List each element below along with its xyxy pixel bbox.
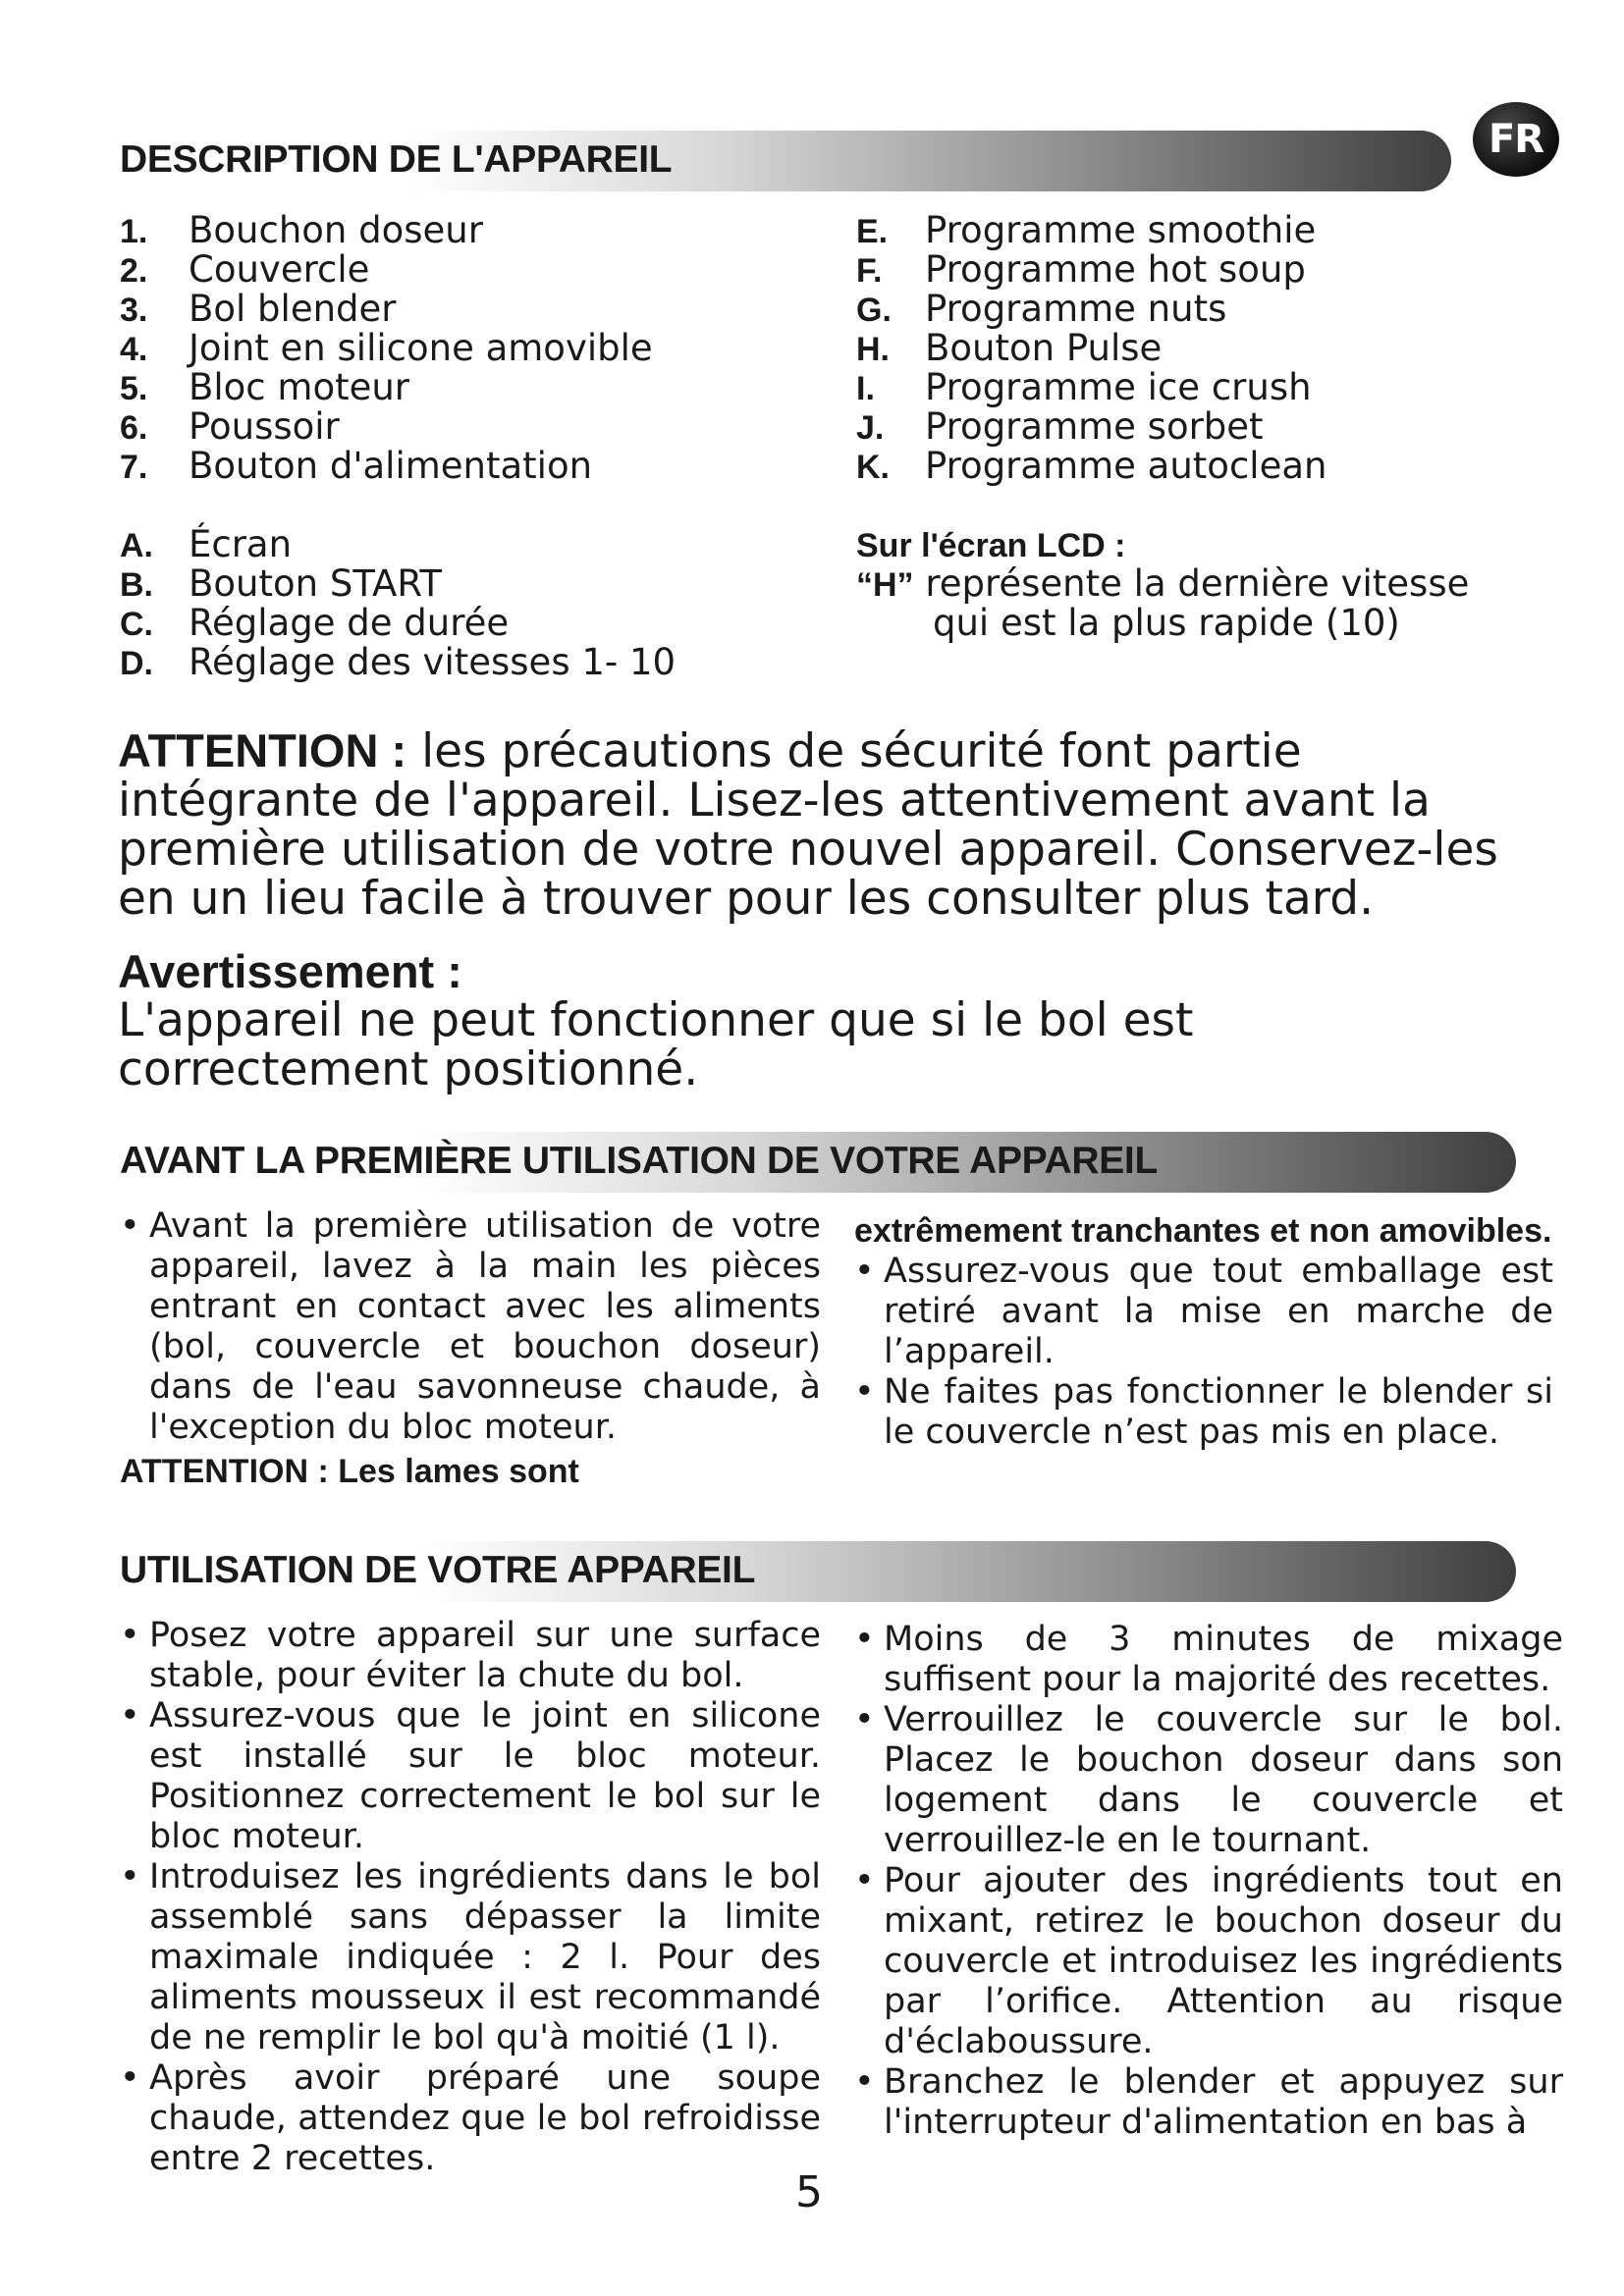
- bullet-item: • Verrouillez le couvercle sur le bol. Placez le bouchon doseur dans son logement dans le couvercle et verrouillez-le en le tournant.: [854, 1700, 1563, 1861]
- list-item: G. Programme nuts: [856, 288, 1227, 330]
- list-item: 6. Poussoir: [120, 405, 340, 448]
- list-item: 2. Couvercle: [120, 248, 370, 291]
- attention-blades: ATTENTION : Les lames sont: [120, 1453, 579, 1490]
- bullet-item: • Introduisez les ingrédients dans le bol assemblé sans dépasser la limite maximale indiquée : 2 l. Pour des aliments mousseux il est recommandé de ne remplir le bol qu'à moitié (1 l).: [120, 1857, 821, 2058]
- lcd-title: Sur l'écran LCD :: [856, 527, 1126, 564]
- section-header-description: [110, 131, 1451, 191]
- list-item: 4. Joint en silicone amovible: [120, 327, 653, 369]
- bullet-item: • Posez votre appareil sur une surface stable, pour éviter la chute du bol.: [120, 1616, 821, 1696]
- lcd-text-1: représente la dernière vitesse: [925, 562, 1470, 605]
- utilisation-left-column: [120, 1616, 821, 2179]
- warning-text: L'appareil ne peut fonctionner que si le bol est correctement positionné.: [118, 993, 1194, 1096]
- blades-warning: extrêmement tranchantes et non amovibles.: [854, 1212, 1552, 1250]
- attention-label: ATTENTION :: [118, 724, 407, 776]
- avant-right-column: [854, 1211, 1553, 1453]
- parts-list-letters-left: [120, 525, 676, 682]
- avant-left-column: [120, 1206, 821, 1492]
- lcd-text-2: qui est la plus rapide (10): [933, 602, 1400, 644]
- list-item: 7. Bouton d'alimentation: [120, 445, 593, 487]
- section-title: UTILISATION DE VOTRE APPAREIL: [120, 1549, 756, 1591]
- attention-text: les précautions de sécurité font partie intégrante de l'appareil. Lisez-les attentivement avant la première utilisation de votre nouvel appareil. Conservez-les en un lieu facile à trouver pour les consulter plus tard.: [118, 724, 1498, 926]
- bullet-item: • Ne faites pas fonctionner le blender si le couvercle n’est pas mis en place.: [854, 1372, 1553, 1453]
- bullet-item: • Moins de 3 minutes de mixage suffisent pour la majorité des recettes.: [854, 1620, 1563, 1700]
- list-item: 1. Bouchon doseur: [120, 209, 483, 251]
- bullet-item: • Avant la première utilisation de votre appareil, lavez à la main les pièces entrant en contact avec les aliments (bol, couvercle et bouchon doseur) dans de l'eau savonneuse chaude, à l'exception du bloc moteur.: [120, 1206, 821, 1448]
- parts-list-numbers: [120, 211, 653, 486]
- list-item: B. Bouton START: [120, 562, 442, 605]
- bullet-item: • Assurez-vous que le joint en silicone est installé sur le bloc moteur. Positionnez correctement le bol sur le bloc moteur.: [120, 1696, 821, 1857]
- parts-list-letters-right: [856, 211, 1326, 486]
- list-item: K. Programme autoclean: [856, 445, 1327, 487]
- list-item: H. Bouton Pulse: [856, 327, 1163, 369]
- list-item: C. Réglage de durée: [120, 602, 510, 644]
- bullet-item: • Après avoir préparé une soupe chaude, attendez que le bol refroidisse entre 2 recettes.: [120, 2058, 821, 2179]
- list-item: F. Programme hot soup: [856, 248, 1306, 291]
- list-item: J. Programme sorbet: [856, 405, 1264, 448]
- list-item: 3. Bol blender: [120, 288, 397, 330]
- bullet-item: • Branchez le blender et appuyez sur l'interrupteur d'alimentation en bas à: [854, 2062, 1563, 2143]
- list-item: 5. Bloc moteur: [120, 366, 410, 408]
- lcd-line-1: [856, 564, 1469, 605]
- list-item: D. Réglage des vitesses 1- 10: [120, 641, 677, 683]
- section-title: DESCRIPTION DE L'APPAREIL: [120, 138, 673, 181]
- lcd-key: “H”: [856, 566, 914, 604]
- section-header-utilisation: [110, 1541, 1516, 1602]
- bullet-item: • Assurez-vous que tout emballage est retiré avant la mise en marche de l’appareil.: [854, 1252, 1553, 1372]
- list-item: I. Programme ice crush: [856, 366, 1312, 408]
- warning-title: Avertissement :: [118, 945, 462, 997]
- section-header-avant: [110, 1132, 1516, 1193]
- list-item: A. Écran: [120, 523, 293, 565]
- list-item: E. Programme smoothie: [856, 209, 1317, 251]
- section-title: AVANT LA PREMIÈRE UTILISATION DE VOTRE APPAREIL: [120, 1140, 1158, 1182]
- attention-paragraph: [118, 726, 1512, 924]
- utilisation-right-column: [854, 1620, 1563, 2143]
- page-number: 5: [795, 2167, 823, 2217]
- bullet-item: • Pour ajouter des ingrédients tout en mixant, retirez le bouchon doseur du couvercle et introduisez les ingrédients par l’orifice. Attention au risque d'éclaboussure.: [854, 1861, 1563, 2062]
- language-badge: FR: [1473, 102, 1559, 177]
